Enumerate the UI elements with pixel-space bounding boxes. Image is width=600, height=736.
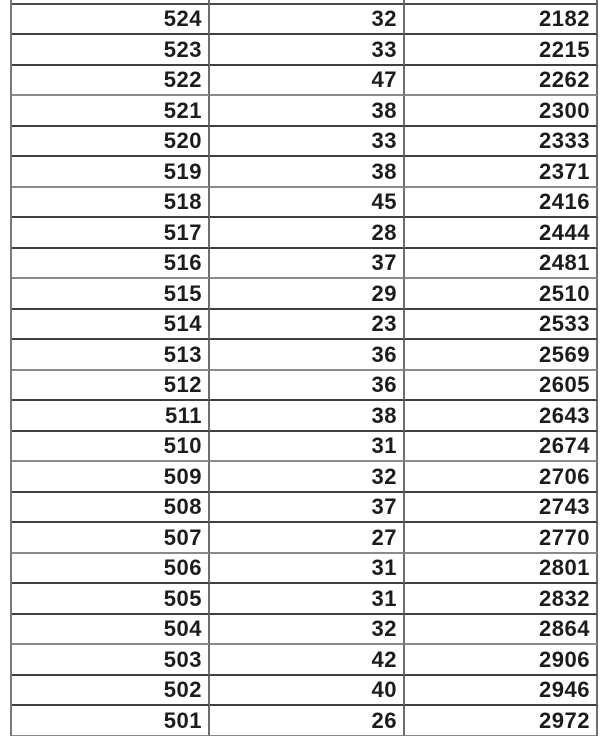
table-row [10, 96, 598, 127]
table-row [10, 645, 598, 676]
table-cell[interactable]: 517 [12, 218, 210, 249]
table-cell[interactable]: 2569 [405, 340, 598, 371]
table-row [10, 493, 598, 524]
table-cell[interactable]: 32 [210, 615, 405, 646]
table-cell[interactable]: 28 [210, 218, 405, 249]
table-cell[interactable]: 33 [210, 127, 405, 158]
table-cell[interactable]: 40 [210, 676, 405, 707]
table-cell[interactable]: 36 [210, 371, 405, 402]
table-cell[interactable]: 2215 [405, 35, 598, 66]
table-cell[interactable]: 503 [12, 645, 210, 676]
table-cell[interactable]: 514 [12, 310, 210, 341]
table-cell[interactable]: 2300 [405, 96, 598, 127]
table-row [10, 127, 598, 158]
table-row [10, 35, 598, 66]
table-cell[interactable]: 2643 [405, 401, 598, 432]
table-body [10, 5, 598, 736]
table-cell[interactable]: 2770 [405, 523, 598, 554]
table-cell[interactable]: 522 [12, 66, 210, 97]
table-cell[interactable]: 32 [210, 5, 405, 36]
table-cell[interactable]: 518 [12, 188, 210, 219]
table-row [10, 371, 598, 402]
table-cell[interactable]: 31 [210, 554, 405, 585]
table-cell[interactable]: 27 [210, 523, 405, 554]
table-cell[interactable]: 2946 [405, 676, 598, 707]
table-cell[interactable]: 2832 [405, 584, 598, 615]
table-cell[interactable]: 2706 [405, 462, 598, 493]
table-cell[interactable]: 524 [12, 5, 210, 36]
table-cell[interactable]: 504 [12, 615, 210, 646]
table-cell[interactable]: 38 [210, 157, 405, 188]
table-cell[interactable]: 2533 [405, 310, 598, 341]
table-cell[interactable]: 23 [210, 310, 405, 341]
table-cell[interactable]: 47 [210, 66, 405, 97]
table-cell[interactable]: 26 [210, 706, 405, 736]
table-cell[interactable]: 2864 [405, 615, 598, 646]
table-row [10, 584, 598, 615]
table-cell[interactable]: 29 [210, 279, 405, 310]
table-cell[interactable]: 2333 [405, 127, 598, 158]
table-row [10, 66, 598, 97]
table-cell[interactable]: 2510 [405, 279, 598, 310]
table-cell[interactable]: 515 [12, 279, 210, 310]
table-row [10, 5, 598, 36]
table-row [10, 279, 598, 310]
table-row [10, 218, 598, 249]
table-cell[interactable]: 45 [210, 188, 405, 219]
table-cell[interactable]: 506 [12, 554, 210, 585]
table-row [10, 554, 598, 585]
table-cell[interactable]: 512 [12, 371, 210, 402]
table-row [10, 615, 598, 646]
table-cell[interactable]: 42 [210, 645, 405, 676]
table-cell[interactable]: 523 [12, 35, 210, 66]
table-cell[interactable]: 2906 [405, 645, 598, 676]
table-row [10, 157, 598, 188]
table-row [10, 676, 598, 707]
table-row [10, 706, 598, 736]
table-row [10, 462, 598, 493]
table-row [10, 188, 598, 219]
table-cell[interactable]: 2182 [405, 5, 598, 36]
table-row [10, 310, 598, 341]
table-cell[interactable]: 507 [12, 523, 210, 554]
table-cell[interactable]: 2605 [405, 371, 598, 402]
table-row [10, 340, 598, 371]
table-cell[interactable]: 502 [12, 676, 210, 707]
table-cell[interactable]: 513 [12, 340, 210, 371]
data-table [10, 0, 598, 736]
table-cell[interactable]: 2481 [405, 249, 598, 280]
table-cell[interactable]: 38 [210, 96, 405, 127]
table-cell[interactable]: 520 [12, 127, 210, 158]
table-cell[interactable]: 2972 [405, 706, 598, 736]
table-cell[interactable]: 38 [210, 401, 405, 432]
table-cell[interactable]: 37 [210, 493, 405, 524]
table-cell[interactable]: 511 [12, 401, 210, 432]
table-cell[interactable]: 36 [210, 340, 405, 371]
table-cell[interactable]: 32 [210, 462, 405, 493]
table-cell[interactable]: 521 [12, 96, 210, 127]
table-cell[interactable]: 2801 [405, 554, 598, 585]
table-cell[interactable]: 516 [12, 249, 210, 280]
table-cell[interactable]: 2444 [405, 218, 598, 249]
table-cell[interactable]: 509 [12, 462, 210, 493]
table-cell[interactable]: 33 [210, 35, 405, 66]
table-cell[interactable]: 501 [12, 706, 210, 736]
table-row [10, 523, 598, 554]
table-cell[interactable]: 2743 [405, 493, 598, 524]
table-row [10, 432, 598, 463]
table-cell[interactable]: 2416 [405, 188, 598, 219]
table-cell[interactable]: 31 [210, 584, 405, 615]
table-cell[interactable]: 519 [12, 157, 210, 188]
table-cell[interactable]: 31 [210, 432, 405, 463]
table-row [10, 249, 598, 280]
table-cell[interactable]: 510 [12, 432, 210, 463]
table-row [10, 401, 598, 432]
table-cell[interactable]: 37 [210, 249, 405, 280]
table-cell[interactable]: 508 [12, 493, 210, 524]
table-cell[interactable]: 505 [12, 584, 210, 615]
table-cell[interactable]: 2262 [405, 66, 598, 97]
table-cell[interactable]: 2371 [405, 157, 598, 188]
table-cell[interactable]: 2674 [405, 432, 598, 463]
